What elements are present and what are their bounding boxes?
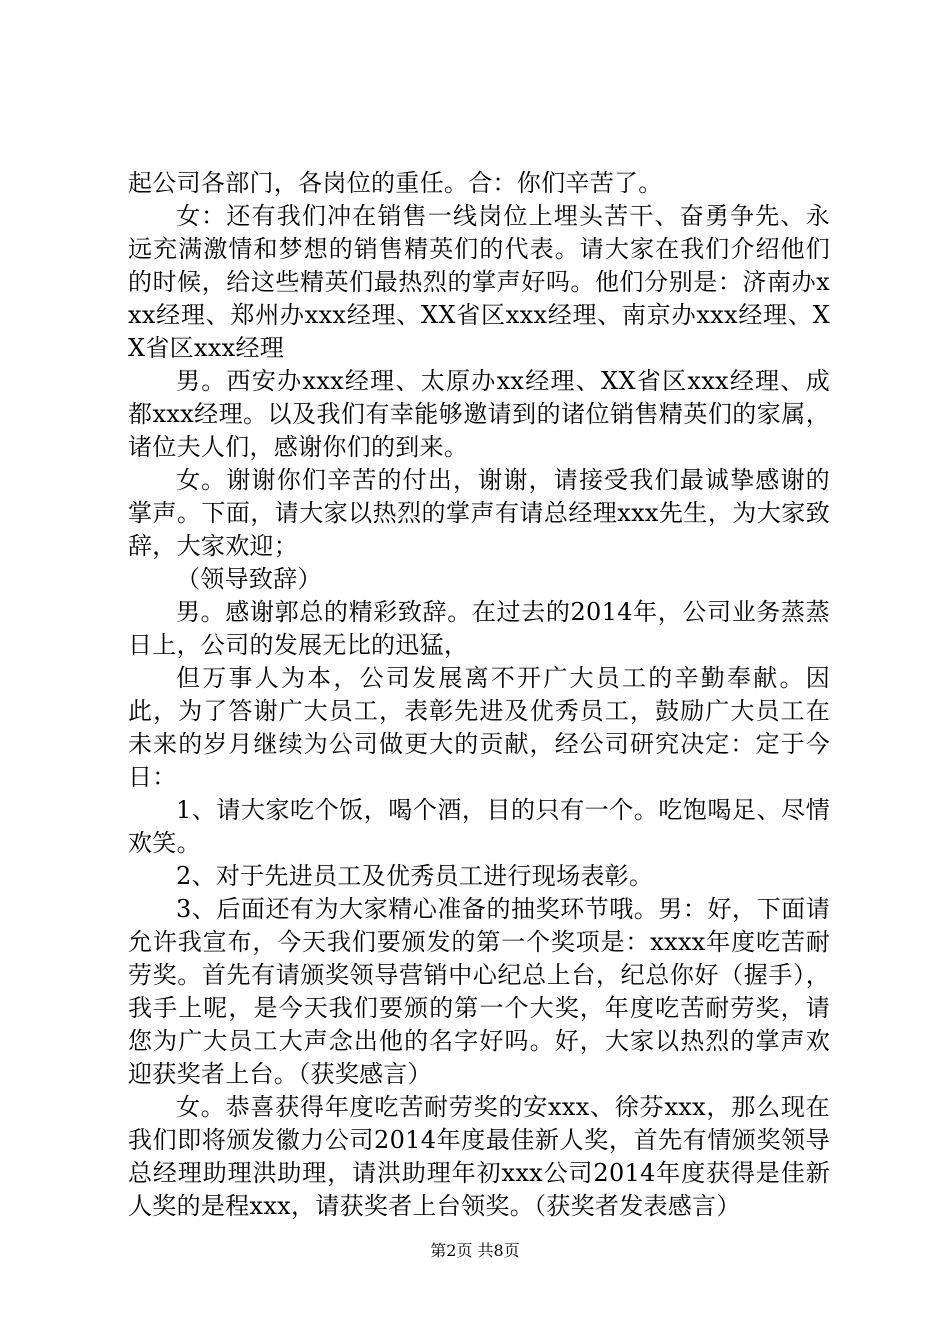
paragraph-leader-speech: （领导致辞） bbox=[176, 565, 322, 593]
paragraph-item-3: 3、后面还有为大家精心准备的抽奖环节哦。男：好，下面请允许我宣布，今天我们要颁发的第一个奖项是：xxxx年度吃苦耐劳奖。首先有请颁奖领导营销中心纪总上台，纪总你好（握手），我手上呢，是今天我们要颁的第一个大奖，年度吃苦耐劳奖，请您为广大员工大声念出他的名字好吗。好，大家以热烈的掌声欢迎获奖者上台。（获奖感言） bbox=[128, 895, 830, 1088]
paragraph-item-1: 1、请大家吃个饭，喝个酒，目的只有一个。吃饱喝足、尽情欢笑。 bbox=[128, 796, 830, 857]
paragraph-people-oriented: 但万事人为本，公司发展离不开广大员工的辛勤奉献。因此，为了答谢广大员工，表彰先进及优秀员工，鼓励广大员工在未来的岁月继续为公司做更大的贡献，经公司研究决定：定于今日： bbox=[128, 664, 830, 791]
document-body bbox=[128, 167, 830, 1223]
paragraph-female-thanks: 女。谢谢你们辛苦的付出，谢谢，请接受我们最诚挚感谢的掌声。下面，请大家以热烈的掌声有请总经理xxx先生，为大家致辞，大家欢迎； bbox=[128, 466, 830, 560]
paragraph-item-2: 2、对于先进员工及优秀员工进行现场表彰。 bbox=[176, 862, 654, 890]
paragraph-continuation: 起公司各部门，各岗位的重任。合：你们辛苦了。 bbox=[128, 169, 663, 197]
paragraph-male-managers: 男。西安办xxx经理、太原办xx经理、XX省区xxx经理、成都xxx经理。以及我们有幸能够邀请到的诸位销售精英们的家属，诸位夫人们，感谢你们的到来。 bbox=[128, 367, 830, 461]
paragraph-female-congrats: 女。恭喜获得年度吃苦耐劳奖的安xxx、徐芬xxx，那么现在我们即将颁发徽力公司2014年度最佳新人奖，首先有情颁奖领导总经理助理洪助理，请洪助理年初xxx公司2014年度获得是佳新人奖的是程xxx，请获奖者上台领奖。（获奖者发表感言） bbox=[128, 1093, 830, 1220]
paragraph-male-2014: 男。感谢郭总的精彩致辞。在过去的2014年，公司业务蒸蒸日上，公司的发展无比的迅猛， bbox=[128, 598, 830, 659]
page-number-footer: 第2页 共8页 bbox=[430, 1241, 520, 1260]
paragraph-female-sales-elites: 女：还有我们冲在销售一线岗位上埋头苦干、奋勇争先、永远充满激情和梦想的销售精英们的代表。请大家在我们介绍他们的时候，给这些精英们最热烈的掌声好吗。他们分别是：济南办xxx经理、郑州办xxx经理、XX省区xxx经理、南京办xxx经理、XX省区xxx经理 bbox=[128, 202, 830, 362]
